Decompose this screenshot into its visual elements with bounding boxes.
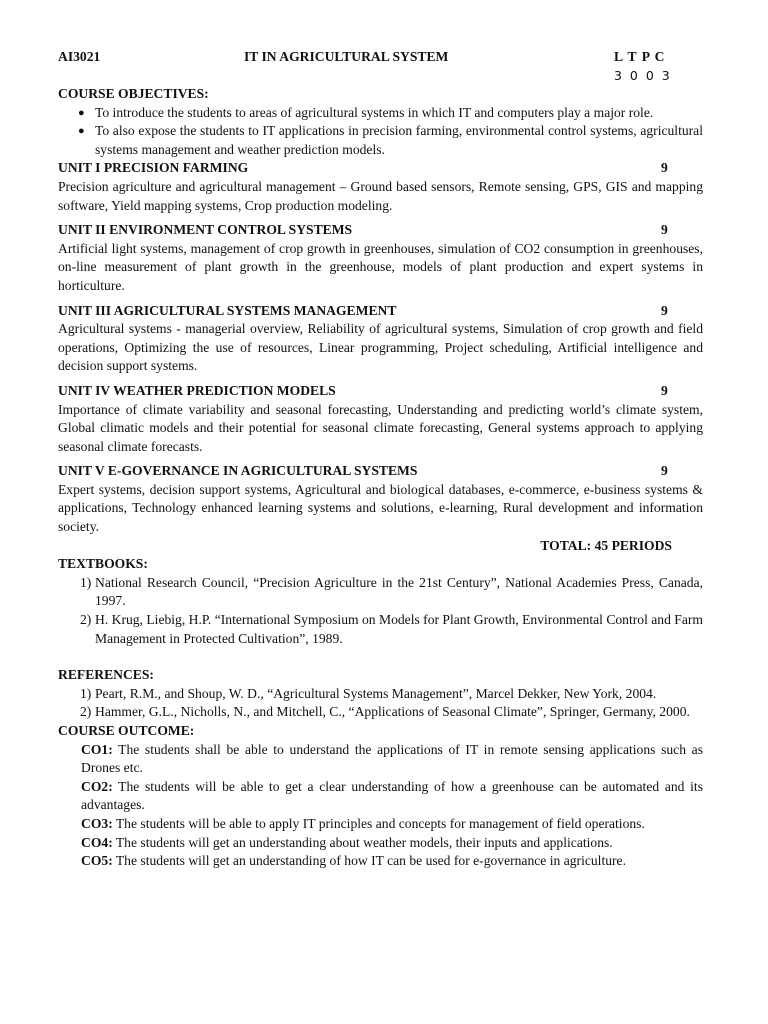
objective-item: ● To also expose the students to IT applications in precision farming, environmental control systems, agricultural systems management and weather prediction models. — [78, 123, 703, 157]
list-item: 2) Hammer, G.L., Nicholls, N., and Mitchell, C., “Applications of Seasonal Climate”, Springer, Germany, 2000. — [80, 704, 690, 720]
unit-content: Importance of climate variability and seasonal forecasting, Understanding and predicting world’s climate system, Global climatic models and their potential for seasonal climate forecasting, General systems approach to applying seasonal climate forecasts. — [58, 401, 703, 454]
outcomes-heading: COURSE OUTCOME: — [58, 723, 195, 738]
unit-title: UNIT IV WEATHER PREDICTION MODELS — [58, 382, 336, 398]
bullet-icon: ● — [78, 106, 85, 119]
references-heading: REFERENCES: — [58, 667, 154, 683]
list-item: 2) H. Krug, Liebig, H.P. “International Symposium on Models for Plant Growth, Environmental Control and Farm Management in Protected Cultivation”, 1989. — [80, 612, 703, 646]
objective-item: ● To introduce the students to areas of agricultural systems in which IT and computers play a major role. — [95, 104, 703, 123]
total-periods: TOTAL: 45 PERIODS — [540, 537, 672, 553]
references-list — [58, 685, 703, 722]
unit-4 — [58, 382, 703, 456]
outcome-item: CO5: The students will get an understanding of how IT can be used for e-governance in agriculture. — [81, 853, 626, 869]
unit-hours: 9 — [661, 382, 668, 398]
course-title: IT IN AGRICULTURAL SYSTEM — [244, 49, 449, 64]
bullet-icon: ● — [78, 125, 85, 138]
outcome-item: CO2: The students will be able to get a clear understanding of how a greenhouse can be automated and its advantages. — [81, 778, 703, 813]
objectives-heading: COURSE OBJECTIVES: — [58, 86, 209, 101]
unit-hours: 9 — [661, 463, 668, 479]
ltpc-label: L T P C — [614, 49, 666, 64]
textbooks-list — [58, 574, 703, 648]
unit-title: UNIT II ENVIRONMENT CONTROL SYSTEMS — [58, 222, 353, 238]
list-item: 1) National Research Council, “Precision Agriculture in the 21st Century”, National Academies Press, Canada, 1997. — [80, 574, 703, 609]
objectives-list — [58, 104, 703, 160]
unit-5 — [58, 462, 703, 536]
unit-title: UNIT V E-GOVERNANCE IN AGRICULTURAL SYSTEMS — [58, 463, 418, 479]
unit-content: Artificial light systems, management of crop growth in greenhouses, simulation of CO2 consumption in greenhouses, on-line measurement of plant growth in the greenhouse, models of plant production and expert systems in horticulture. — [58, 240, 703, 293]
unit-1 — [58, 159, 703, 215]
unit-title: UNIT I PRECISION FARMING — [58, 160, 249, 176]
unit-hours: 9 — [661, 302, 668, 318]
unit-content: Precision agriculture and agricultural management – Ground based sensors, Remote sensing, GPS, GIS and mapping software, Yield mapping systems, Crop production modeling. — [58, 178, 703, 213]
course-header — [58, 49, 703, 85]
course-code: AI3021 — [58, 49, 101, 64]
outcome-item: CO1: The students shall be able to understand the applications of IT in remote sensing applications such as Drones etc. — [81, 741, 704, 776]
list-item: 1) Peart, R.M., and Shoup, W. D., “Agricultural Systems Management”, Marcel Dekker, New York, 2004. — [80, 685, 657, 701]
syllabus-page — [58, 49, 703, 871]
ltpc-values: 3 0 0 3 — [614, 68, 672, 83]
unit-3 — [58, 302, 703, 376]
unit-content: Agricultural systems - managerial overview, Reliability of agricultural systems, Simulation of crop growth and field operations, Optimizing the use of resources, Linear programming, Project scheduling, Artificial intelligence and decision support systems. — [58, 321, 703, 374]
unit-hours: 9 — [661, 160, 668, 176]
unit-2 — [58, 221, 703, 295]
unit-hours: 9 — [661, 222, 668, 238]
unit-title: UNIT III AGRICULTURAL SYSTEMS MANAGEMENT — [58, 302, 397, 318]
textbooks-heading: TEXTBOOKS: — [58, 556, 148, 572]
outcome-item: CO4: The students will get an understanding about weather models, their inputs and applications. — [81, 834, 613, 850]
unit-content: Expert systems, decision support systems, Agricultural and biological databases, e-commerce, e-business systems & applications, Technology enhanced learning systems and solutions, e-learning, Rural development and information society. — [58, 481, 703, 535]
outcome-item: CO3: The students will be able to apply IT principles and concepts for management of field operations. — [81, 815, 645, 831]
